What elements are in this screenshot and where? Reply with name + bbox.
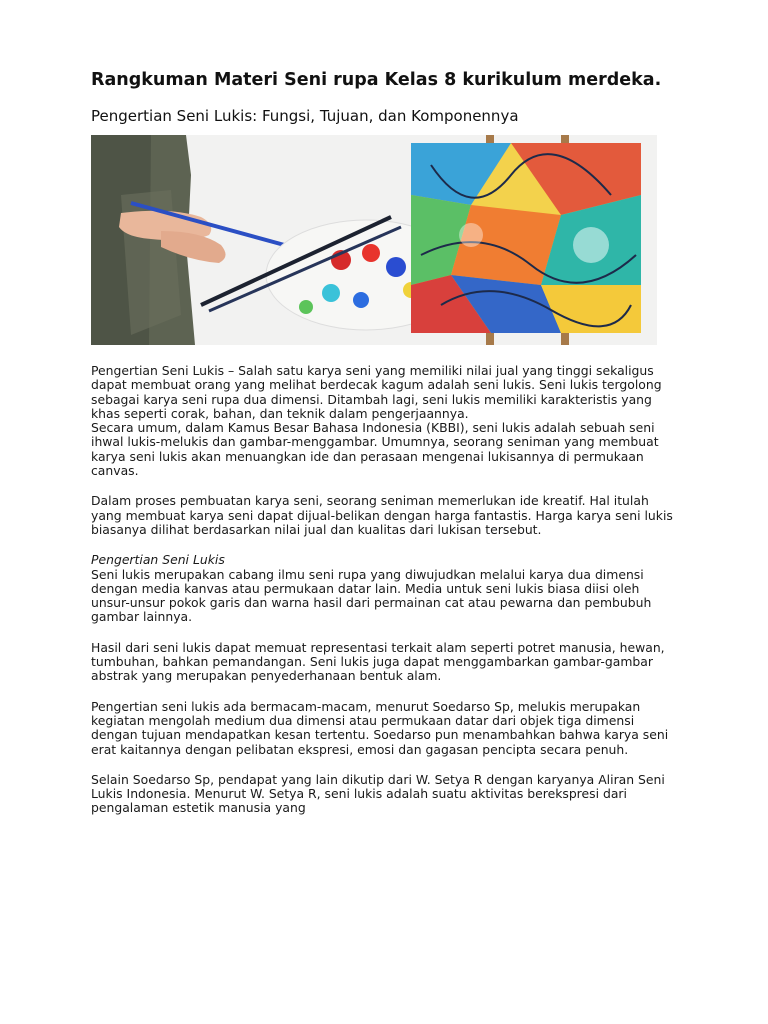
- document-page: [91, 70, 681, 816]
- paragraph-setya: Selain Soedarso Sp, pendapat yang lain dikutip dari W. Setya R dengan karyanya Aliran Seni Lukis Indonesia. Menurut W. Setya R, seni lukis adalah suatu aktivitas berekspresi dari pengalaman estetik manusia yang: [91, 771, 665, 816]
- paragraph-creative: Dalam proses pembuatan karya seni, seorang seniman memerlukan ide kreatif. Hal itulah yang membuat karya seni dapat dijual-belikan dengan harga fantastis. Harga karya seni lukis biasanya dilihat berdasarkan nilai jual dan kualitas dari lukisan tersebut.: [91, 493, 673, 537]
- paragraph-representation: Hasil dari seni lukis dapat memuat representasi terkait alam seperti potret manusia, hewan, tumbuhan, bahkan pemandangan. Seni lukis juga dapat menggambarkan gambar-gambar abstrak yang merupakan penyederhanaan bentuk alam.: [91, 639, 665, 684]
- section-heading: Pengertian Seni Lukis: [91, 552, 225, 568]
- painter-with-palette-icon: [91, 135, 657, 345]
- document-title: Rangkuman Materi Seni rupa Kelas 8 kurikulum merdeka.: [91, 70, 662, 90]
- paragraph-definition: Seni lukis merupakan cabang ilmu seni rupa yang diwujudkan melalui karya dua dimensi dengan media kanvas atau permukaan datar lain. Media untuk seni lukis biasa diisi oleh unsur-unsur pokok garis dan warna hasil dari permainan cat atau pewarna dan pembubuh gambar lainnya.: [91, 566, 652, 625]
- paragraph-intro: Pengertian Seni Lukis – Salah satu karya seni yang memiliki nilai jual yang tinggi sekaligus dapat membuat orang yang melihat berdecak kagum adalah seni lukis. Seni lukis tergolong sebagai karya seni rupa dua dimensi. Ditambah lagi, seni lukis memiliki karakteristis yang khas seperti corak, bahan, dan teknik dalam pengerjaannya.: [91, 363, 662, 421]
- paragraph-kbbi: Secara umum, dalam Kamus Besar Bahasa Indonesia (KBBI), seni lukis adalah sebuah seni ihwal lukis-melukis dan gambar-menggambar. Umumnya, seorang seniman yang membuat karya seni lukis akan menuangkan ide dan perasaan mengenai lukisannya di permukaan canvas.: [91, 420, 659, 479]
- paragraph-soedarso: Pengertian seni lukis ada bermacam-macam, menurut Soedarso Sp, melukis merupakan kegiatan mengolah medium dua dimensi atau permukaan datar dari objek tiga dimensi dengan tujuan mendapatkan kesan tertentu. Soedarso pun menambahkan bahwa karya seni erat kaitannya dengan pelibatan ekspresi, emosi dan gagasan pencipta secara penuh.: [91, 698, 669, 757]
- document-subtitle: Pengertian Seni Lukis: Fungsi, Tujuan, dan Komponennya: [91, 107, 519, 125]
- painter-illustration: [91, 135, 657, 345]
